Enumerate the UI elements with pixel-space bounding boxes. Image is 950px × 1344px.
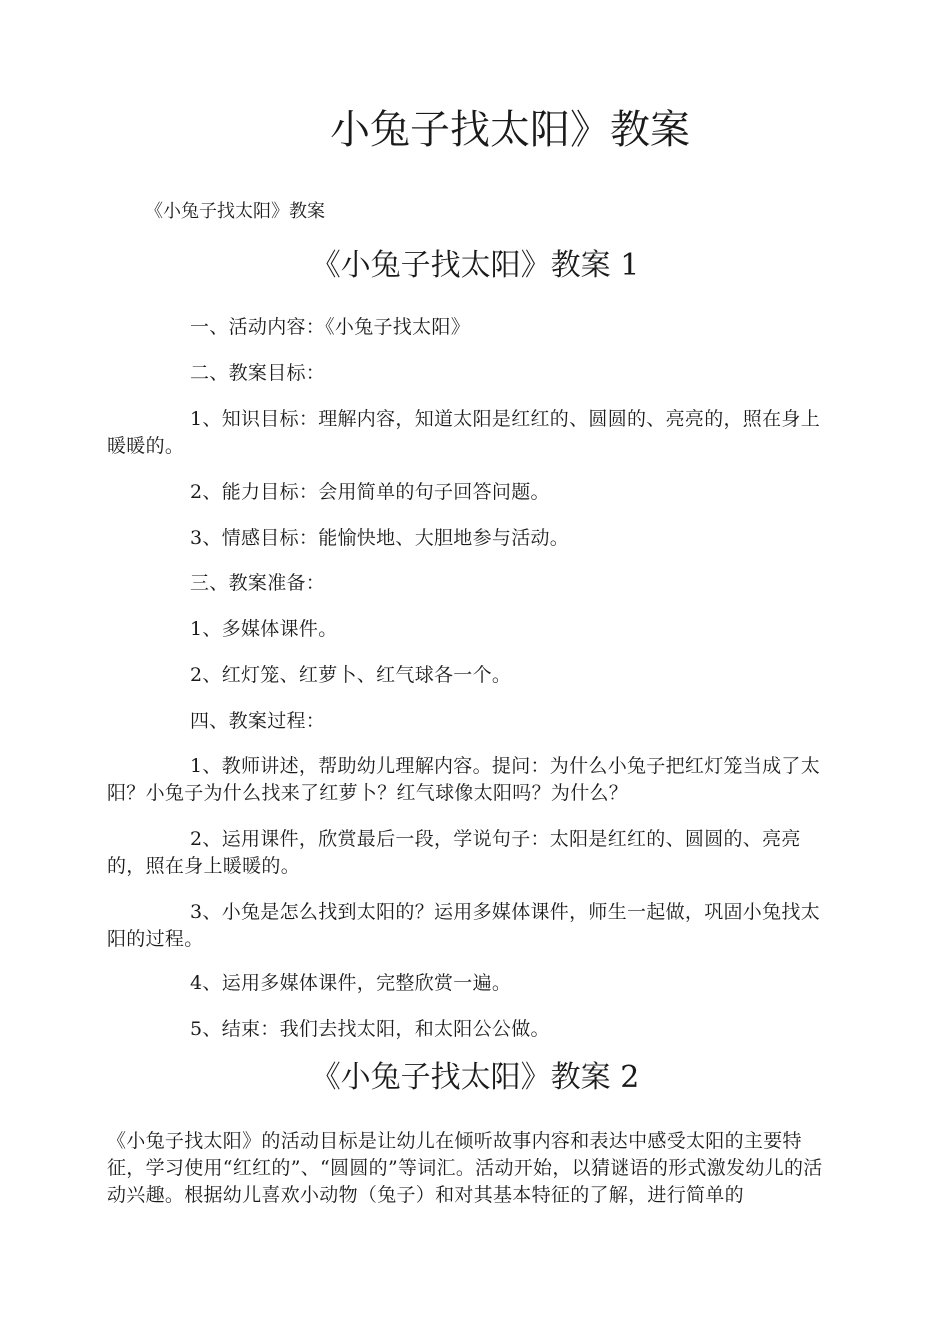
paragraph: 二、教案目标：	[190, 362, 326, 384]
paragraph: 三、教案准备：	[190, 572, 326, 594]
paragraph: 2、能力目标：会用简单的句子回答问题。	[190, 481, 550, 503]
paragraph: 3、小兔是怎么找到太阳的？运用多媒体课件，师生一起做，巩固小兔找太阳的过程。	[107, 901, 820, 950]
paragraph: 2、红灯笼、红萝卜、红气球各一个。	[190, 664, 512, 686]
paragraph: 5、结束：我们去找太阳，和太阳公公做。	[190, 1018, 550, 1040]
paragraph: 四、教案过程：	[190, 710, 326, 732]
section-1-heading: 《小兔子找太阳》教案 1	[310, 248, 640, 283]
paragraph: 《小兔子找太阳》的活动目标是让幼儿在倾听故事内容和表达中感受太阳的主要特征，学习使用“红红的”、“圆圆的”等词汇。活动开始，以猜谜语的形式激发幼儿的活动兴趣。根据幼儿喜欢小动物（兔子）和对其基本特征的了解，进行简单的	[107, 1130, 823, 1206]
section-2-heading: 《小兔子找太阳》教案 2	[310, 1060, 640, 1095]
paragraph: 一、活动内容：《小兔子找太阳》	[190, 316, 471, 338]
paragraph: 1、多媒体课件。	[190, 618, 338, 640]
paragraph: 3、情感目标：能愉快地、大胆地参与活动。	[190, 527, 570, 549]
paragraph: 4、运用多媒体课件，完整欣赏一遍。	[190, 972, 512, 994]
paragraph: 1、知识目标：理解内容，知道太阳是红红的、圆圆的、亮亮的，照在身上暖暖的。	[107, 408, 820, 457]
document-title: 小兔子找太阳》教案	[330, 107, 690, 153]
paragraph: 1、教师讲述，帮助幼儿理解内容。提问：为什么小兔子把红灯笼当成了太阳？小兔子为什么找来了红萝卜？红气球像太阳吗？为什么？	[107, 755, 820, 804]
document-subtitle: 《小兔子找太阳》教案	[145, 201, 325, 222]
paragraph: 2、运用课件，欣赏最后一段，学说句子：太阳是红红的、圆圆的、亮亮的，照在身上暖暖的。	[107, 828, 801, 877]
